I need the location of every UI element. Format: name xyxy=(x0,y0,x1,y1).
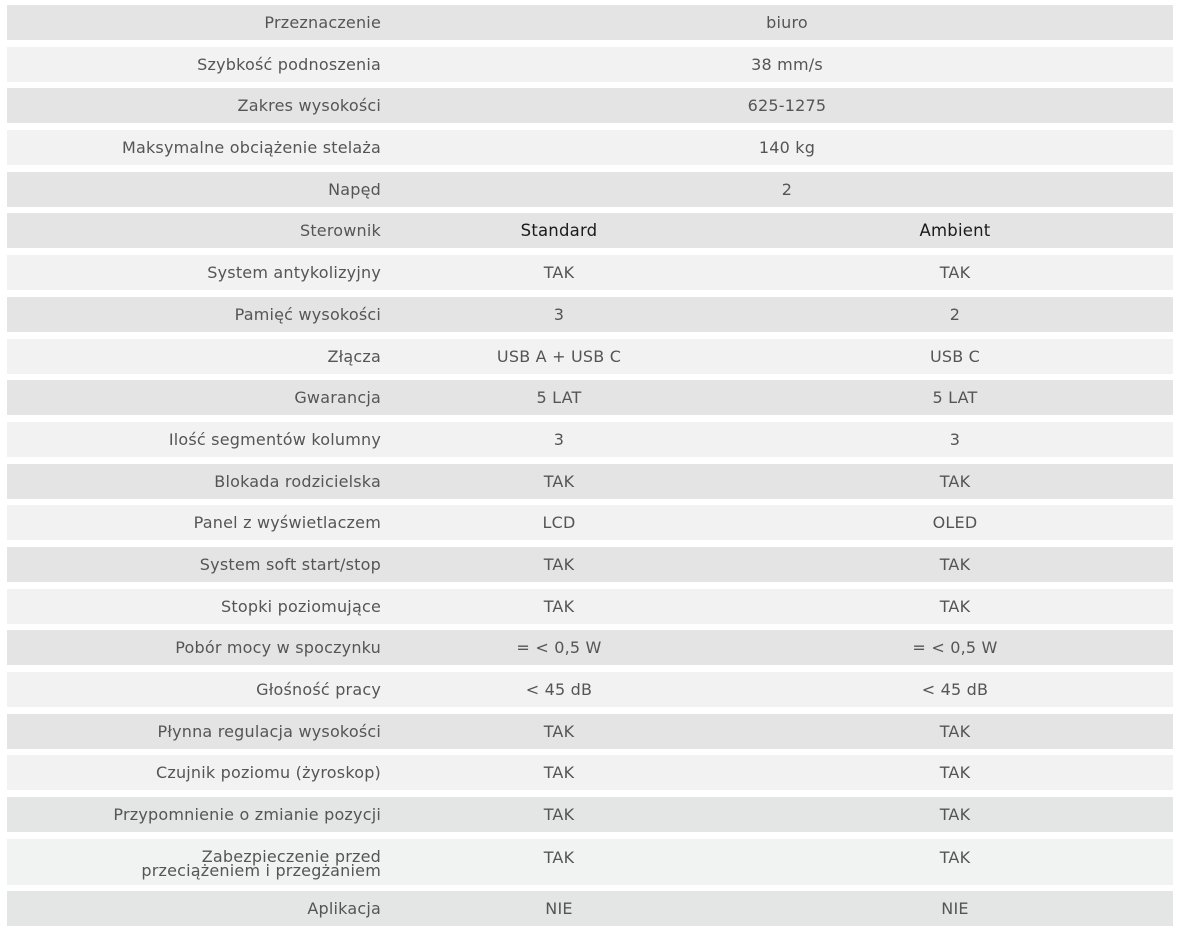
column-header-standard: Standard xyxy=(520,221,598,241)
column-header-ambient: Ambient xyxy=(919,221,991,241)
value-ambient: = < 0,5 W xyxy=(912,638,998,658)
spec-row-naped xyxy=(7,172,1173,207)
row-label: Złącza xyxy=(327,346,381,366)
value-standard: TAK xyxy=(543,596,575,616)
row-label: Sterownik xyxy=(299,221,381,241)
spec-row xyxy=(7,714,1173,749)
value-ambient: TAK xyxy=(939,805,971,825)
spec-row-obciazenie xyxy=(7,130,1173,165)
value-standard: 3 xyxy=(553,429,565,449)
row-label: System soft start/stop xyxy=(199,554,381,574)
value-standard: 5 LAT xyxy=(536,388,582,408)
row-value: 38 mm/s xyxy=(751,54,823,74)
value-ambient: USB C xyxy=(929,346,981,366)
value-standard: USB A + USB C xyxy=(496,346,622,366)
value-standard: LCD xyxy=(542,513,576,533)
value-standard: TAK xyxy=(543,554,575,574)
row-label: Maksymalne obciążenie stelaża xyxy=(121,138,381,158)
row-label: Stopki poziomujące xyxy=(221,596,381,616)
specification-table xyxy=(7,5,1173,933)
spec-row xyxy=(7,891,1173,926)
spec-row xyxy=(7,630,1173,665)
row-value: 2 xyxy=(781,179,793,199)
value-ambient: TAK xyxy=(939,596,971,616)
spec-row-przeznaczenie xyxy=(7,5,1173,40)
spec-header-row-sterownik xyxy=(7,213,1173,248)
row-value: 625-1275 xyxy=(747,96,827,116)
spec-row xyxy=(7,297,1173,332)
spec-row xyxy=(7,422,1173,457)
row-label: Szybkość podnoszenia xyxy=(197,54,381,74)
value-standard: TAK xyxy=(543,847,575,867)
row-label: Ilość segmentów kolumny xyxy=(168,429,381,449)
row-value: 140 kg xyxy=(758,138,816,158)
row-label: Blokada rodzicielska xyxy=(214,471,381,491)
row-label: Aplikacja xyxy=(307,899,381,919)
row-label: Zabezpieczenie przed przeciążeniem i przegżaniem xyxy=(141,846,381,880)
value-standard: 3 xyxy=(553,304,565,324)
value-standard: TAK xyxy=(543,763,575,783)
value-standard: TAK xyxy=(543,721,575,741)
value-ambient: < 45 dB xyxy=(921,680,989,699)
row-label: Panel z wyświetlaczem xyxy=(193,513,381,533)
row-label: Przypomnienie o zmianie pozycji xyxy=(113,805,381,825)
value-ambient: TAK xyxy=(939,554,971,574)
spec-row-szybkosc xyxy=(7,47,1173,82)
row-label: Napęd xyxy=(328,179,381,199)
row-label: Płynna regulacja wysokości xyxy=(157,721,381,741)
value-standard: < 45 dB xyxy=(525,680,593,699)
value-ambient: 2 xyxy=(949,304,961,324)
spec-row xyxy=(7,672,1173,707)
value-ambient: TAK xyxy=(939,763,971,783)
spec-row xyxy=(7,839,1173,885)
value-standard: NIE xyxy=(545,899,573,919)
row-label: Przeznaczenie xyxy=(264,13,381,32)
row-label: Głośność pracy xyxy=(256,680,381,699)
spec-row-zakres xyxy=(7,88,1173,123)
value-ambient: TAK xyxy=(939,721,971,741)
value-ambient: NIE xyxy=(941,899,969,919)
spec-row xyxy=(7,464,1173,499)
row-label: Gwarancja xyxy=(294,388,381,408)
value-standard: TAK xyxy=(543,471,575,491)
spec-row xyxy=(7,797,1173,832)
row-label: Zakres wysokości xyxy=(237,96,381,116)
value-standard: TAK xyxy=(543,263,575,283)
value-ambient: TAK xyxy=(939,471,971,491)
value-standard: TAK xyxy=(543,805,575,825)
row-label: Pamięć wysokości xyxy=(234,304,381,324)
spec-row xyxy=(7,505,1173,540)
value-standard: = < 0,5 W xyxy=(516,638,602,658)
value-ambient: TAK xyxy=(939,847,971,867)
spec-row xyxy=(7,755,1173,790)
value-ambient: 5 LAT xyxy=(932,388,978,408)
spec-row xyxy=(7,255,1173,290)
value-ambient: 3 xyxy=(949,429,961,449)
row-label: System antykolizyjny xyxy=(207,263,381,283)
row-label: Pobór mocy w spoczynku xyxy=(175,638,381,658)
value-ambient: OLED xyxy=(932,513,978,533)
row-label: Czujnik poziomu (żyroskop) xyxy=(155,763,381,783)
spec-row xyxy=(7,589,1173,624)
row-value: biuro xyxy=(766,13,808,32)
spec-row xyxy=(7,380,1173,415)
spec-row xyxy=(7,547,1173,582)
spec-row xyxy=(7,339,1173,374)
value-ambient: TAK xyxy=(939,263,971,283)
